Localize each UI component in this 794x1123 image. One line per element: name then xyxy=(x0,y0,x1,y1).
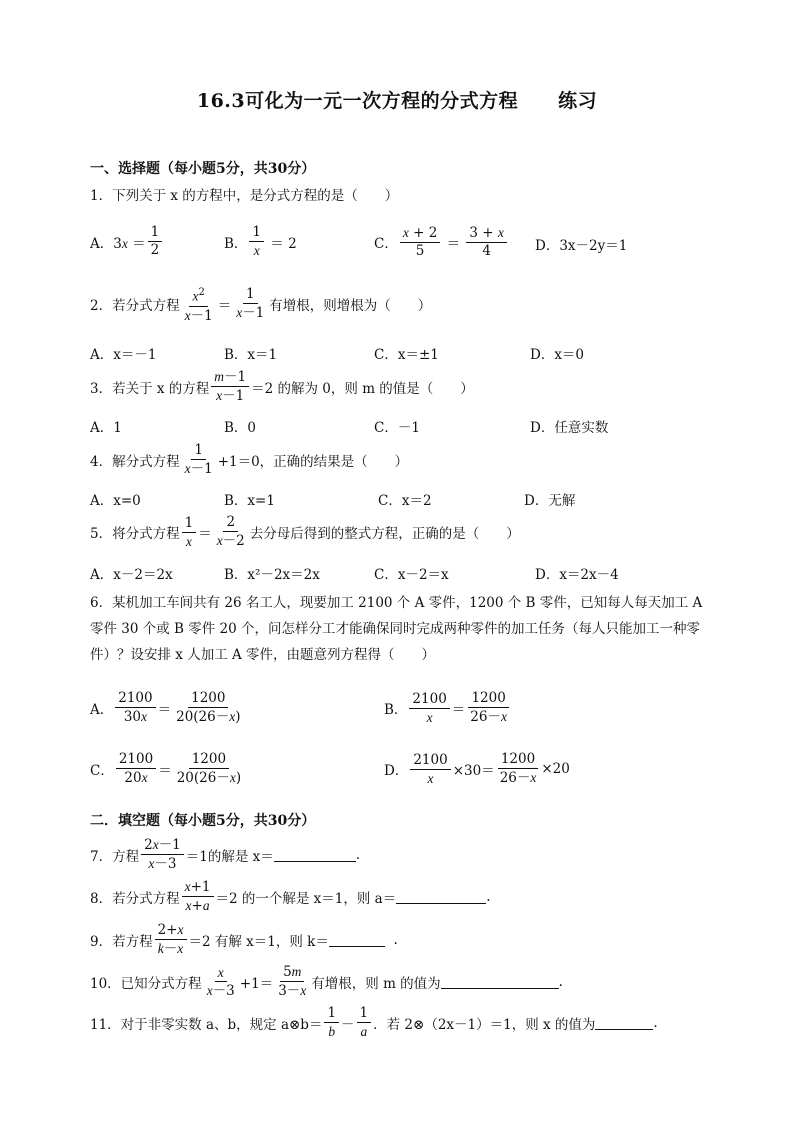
question-3-stem: 3．若关于 x 的方程 $\frac{m-1}{x-1}$ ＝2 的解为 0，则 m 的值是（ ） xyxy=(90,369,474,404)
question-4-option-c: C．x＝2 xyxy=(378,493,432,509)
question-1-option-b: B． $\frac{1}{x}$ ＝ 2 xyxy=(224,224,297,258)
question-6-stem: 6．某机加工车间共有 26 名工人，现要加工 2100 个 A 零件，1200 个 B 零件，已知每人每天加工 A 零件 30 个或 B 零件 20 个，问怎样分工才能确保同时完成两种零件的加工任务（每人只能加工一种零件）？设安排 x 人加工 A 零件，由题意列方程得（ ） xyxy=(90,595,703,663)
question-3-option-a: A．1 xyxy=(90,420,122,436)
question-3-option-d: D．任意实数 xyxy=(530,420,609,436)
question-6-option-a: A． $\frac{2100}{30x}$ ＝ $\frac{1200}{20(26-x)}$ xyxy=(90,690,241,725)
question-5-option-c: C．x－2＝x xyxy=(374,567,449,583)
question-4-option-a: A．x=0 xyxy=(90,493,141,509)
question-1-option-a: A． 3x ＝ $\frac{1}{2}$ xyxy=(90,224,164,259)
answer-blank[interactable] xyxy=(595,1015,653,1030)
question-8: 8．若分式方程 $\frac{x+1}{x+a}$ ＝2 的一个解是 x＝1，则 a＝ . xyxy=(90,879,491,914)
page-title: 16.3可化为一元一次方程的分式方程 练习 xyxy=(196,90,598,112)
question-10: 10．已知分式方程 $\frac{x}{x-3}$ +1＝ $\frac{5m}{3-x}$ 有增根，则 m 的值为 . xyxy=(90,964,563,999)
question-1-stem: 1．下列关于 x 的方程中，是分式方程的是（ ） xyxy=(90,188,399,204)
question-6-option-d: D． $\frac{2100}{x}$ ×30＝ $\frac{1200}{26-x}$ ×20 xyxy=(384,751,570,786)
question-5-option-d: D．x＝2x－4 xyxy=(535,567,619,583)
question-2-option-b: B．x＝1 xyxy=(224,347,278,363)
answer-blank[interactable] xyxy=(329,932,385,947)
question-2-option-d: D．x＝0 xyxy=(530,347,585,363)
question-11: 11．对于非零实数 a、b，规定 a⊗b＝ $\frac{1}{b}$ － $\frac{1}{a}$ ．若 2⊗（2x－1）＝1，则 x 的值为 . xyxy=(90,1005,658,1039)
question-7: 7．方程 $\frac{2x-1}{x-3}$ ＝1的解是 x＝ . xyxy=(90,837,361,872)
answer-blank[interactable] xyxy=(441,974,559,989)
question-2-stem: 2．若分式方程 $\frac{x^2}{x-1}$ ＝ $\frac{1}{x-1}$ 有增根，则增根为（ ） xyxy=(90,284,431,325)
answer-blank[interactable] xyxy=(274,847,356,862)
question-4-option-b: B．x=1 xyxy=(224,493,275,509)
question-2-option-a: A．x＝－1 xyxy=(90,347,157,363)
question-3-option-b: B．0 xyxy=(224,420,257,436)
section-fill-heading: 二．填空题（每小题5分，共30分） xyxy=(90,813,316,829)
answer-blank[interactable] xyxy=(396,889,486,904)
question-6-option-c: C． $\frac{2100}{20x}$ ＝ $\frac{1200}{20(26-x)}$ xyxy=(90,751,242,786)
question-5-stem: 5．将分式方程 $\frac{1}{x}$ ＝ $\frac{2}{x-2}$ 去分母后得到的整式方程，正确的是（ ） xyxy=(90,514,520,549)
section-choice-heading: 一、选择题（每小题5分，共30分） xyxy=(90,161,316,177)
question-1-option-d: D．3x－2y＝1 xyxy=(535,238,628,254)
question-4-option-d: D．无解 xyxy=(524,493,576,509)
question-3-option-c: C．－1 xyxy=(374,420,420,436)
question-4-stem: 4．解分式方程 $\frac{1}{x-1}$ +1＝0，正确的结果是（ ） xyxy=(90,442,409,477)
question-5-option-a: A．x－2＝2x xyxy=(90,567,173,583)
question-9: 9．若方程 $\frac{2+x}{k-x}$ ＝2 有解 x＝1，则 k＝ . xyxy=(90,922,398,957)
question-5-option-b: B．x²－2x＝2x xyxy=(224,567,320,583)
question-6-option-b: B． $\frac{2100}{x}$ ＝ $\frac{1200}{26-x}$ xyxy=(384,690,507,725)
question-2-option-c: C．x＝±1 xyxy=(374,347,439,363)
question-1-option-c: C． $\frac{x + 2}{5}$ ＝ $\frac{3 + x}{4}$ xyxy=(374,224,509,260)
